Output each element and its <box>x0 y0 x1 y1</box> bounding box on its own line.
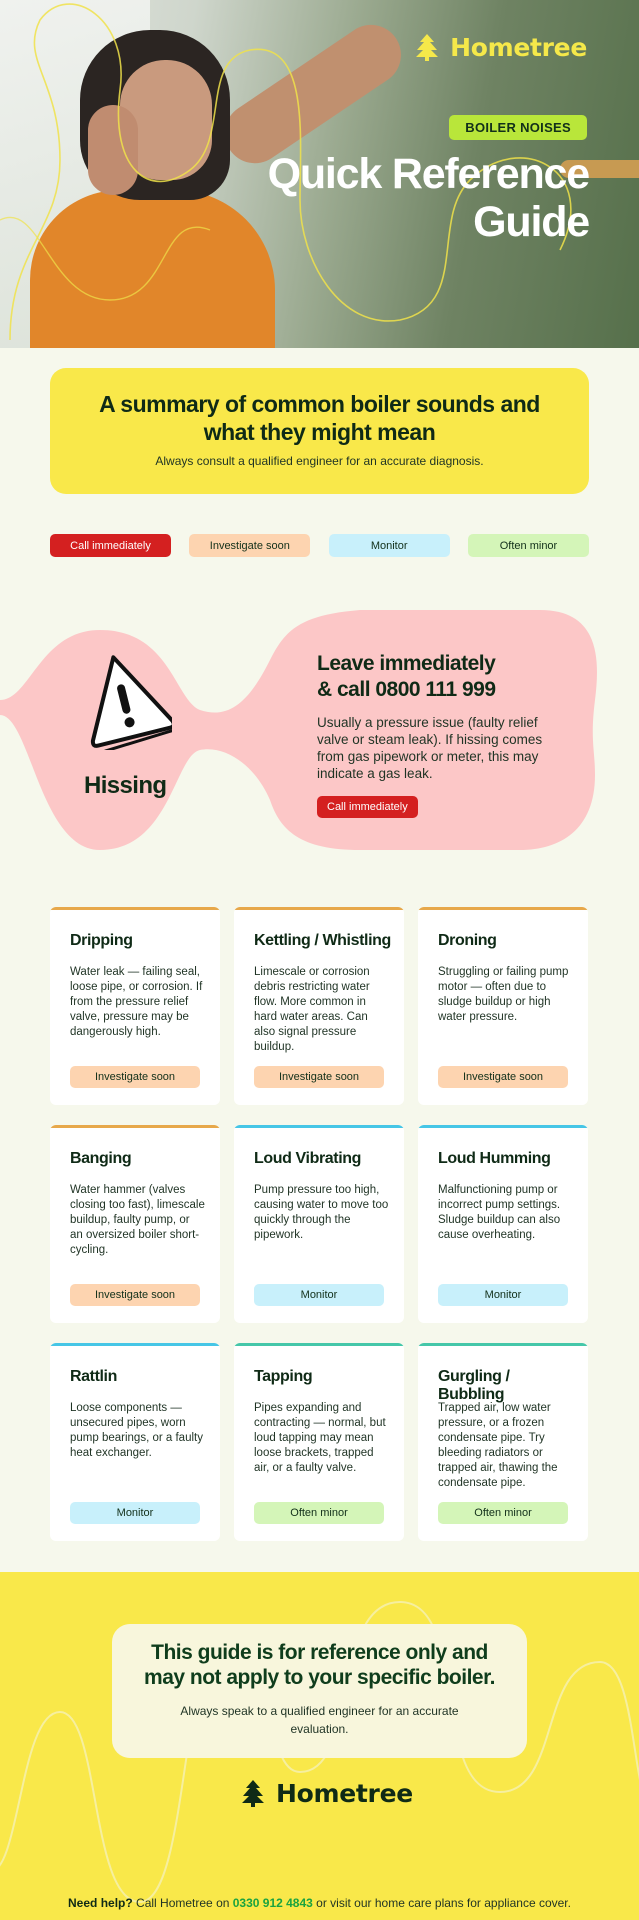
disclaimer-box <box>112 1624 527 1758</box>
brand-name: Hometree <box>450 32 587 62</box>
feature-heading <box>317 651 517 703</box>
card-title: Tapping <box>254 1368 313 1385</box>
sound-card-kettling <box>234 907 404 1105</box>
page-title-line-2: Guide <box>473 198 589 246</box>
sound-card-banging <box>50 1125 220 1323</box>
card-description: Struggling or failing pump motor — often due to sludge buildup or high water pressure. <box>438 966 569 1023</box>
card-severity-badge: Investigate soon <box>70 1066 200 1088</box>
legend-often-minor: Often minor <box>468 534 589 557</box>
card-severity-badge: Investigate soon <box>254 1066 384 1088</box>
card-description: Water hammer (valves closing too fast), limescale buildup, faulty pump, or an oversized boiler short-cycling. <box>70 1184 205 1256</box>
card-title: Kettling / Whistling <box>254 932 391 949</box>
category-badge: BOILER NOISES <box>449 115 587 140</box>
brand-logo-bottom[interactable] <box>238 1777 413 1809</box>
brand-logo-top[interactable] <box>412 32 587 62</box>
helpline-lead: Need help? <box>68 1896 133 1910</box>
card-accent-line <box>50 1125 220 1128</box>
card-accent-line <box>50 907 220 910</box>
card-description: Pump pressure too high, causing water to move too quickly through the pipework. <box>254 1184 389 1241</box>
card-severity-badge: Often minor <box>254 1502 384 1524</box>
disclaimer-heading: This guide is for reference only and may not apply to your specific boiler. <box>144 1641 495 1689</box>
feature-sound-label: Hissing <box>84 772 167 799</box>
card-accent-line <box>418 1343 588 1346</box>
card-severity-badge: Often minor <box>438 1502 568 1524</box>
card-description: Loose components — unsecured pipes, worn pump bearings, or a faulty heat exchanger. <box>70 1402 203 1459</box>
summary-box <box>50 368 589 494</box>
card-description: Trapped air, low water pressure, or a frozen condensate pipe. Try bleeding radiators or trapped air, thawing the condensate pipe. <box>438 1402 558 1489</box>
card-severity-badge: Monitor <box>438 1284 568 1306</box>
legend-investigate-soon: Investigate soon <box>189 534 310 557</box>
card-title: Loud Humming <box>438 1150 551 1167</box>
card-description: Limescale or corrosion debris restricting water flow. More common in hard water areas. Can also signal pressure buildup. <box>254 966 370 1053</box>
legend-call-immediately: Call immediately <box>50 534 171 557</box>
sound-card-loud-vibrating <box>234 1125 404 1323</box>
tree-logo-icon <box>412 32 442 62</box>
sound-card-dripping <box>50 907 220 1105</box>
severity-legend <box>50 534 589 557</box>
card-title: Droning <box>438 932 497 949</box>
card-description: Pipes expanding and contracting — normal, but loud tapping may mean loose brackets, trapped air, or a faulty valve. <box>254 1402 386 1474</box>
card-accent-line <box>234 1125 404 1128</box>
card-severity-badge: Monitor <box>254 1284 384 1306</box>
card-severity-badge: Investigate soon <box>438 1066 568 1088</box>
helpline-text <box>0 1896 639 1910</box>
feature-heading-line-2: & call 0800 111 999 <box>317 678 496 701</box>
brand-name: Hometree <box>276 1778 413 1808</box>
feature-severity-badge: Call immediately <box>317 796 418 818</box>
warning-triangle-icon <box>76 650 172 750</box>
summary-heading: A summary of common boiler sounds and what they might mean <box>99 391 540 445</box>
hero-banner <box>0 0 639 348</box>
sound-card-gurgling <box>418 1343 588 1541</box>
disclaimer-subtext: Always speak to a qualified engineer for an accurate evaluation. <box>180 1704 459 1736</box>
card-accent-line <box>234 907 404 910</box>
feature-description: Usually a pressure issue (faulty relief valve or steam leak). If hissing comes from gas pipework or meter, this may indicate a gas leak. <box>317 715 543 781</box>
sound-card-loud-humming <box>418 1125 588 1323</box>
sound-card-rattling <box>50 1343 220 1541</box>
card-severity-badge: Monitor <box>70 1502 200 1524</box>
card-title: Dripping <box>70 932 133 949</box>
card-severity-badge: Investigate soon <box>70 1284 200 1306</box>
page-title <box>268 150 589 246</box>
card-accent-line <box>234 1343 404 1346</box>
tree-logo-icon <box>238 1777 268 1809</box>
card-description: Malfunctioning pump or incorrect pump settings. Sludge buildup can also cause overheating. <box>438 1184 561 1241</box>
card-title: Loud Vibrating <box>254 1150 361 1167</box>
sound-card-droning <box>418 907 588 1105</box>
card-accent-line <box>418 1125 588 1128</box>
card-title: Rattlin <box>70 1368 117 1385</box>
legend-monitor: Monitor <box>329 534 450 557</box>
sound-card-tapping <box>234 1343 404 1541</box>
helpline-phone-link[interactable]: 0330 912 4843 <box>232 1896 313 1910</box>
helpline-text-after: or visit our home care plans for appliance cover. <box>312 1896 571 1910</box>
page-title-line-1: Quick Reference <box>267 150 589 198</box>
card-accent-line <box>50 1343 220 1346</box>
card-description: Water leak — failing seal, loose pipe, or corrosion. If from the pressure relief valve, pressure may be dangerously high. <box>70 966 203 1038</box>
feature-heading-line-1: Leave immediately <box>317 652 496 675</box>
summary-subtext: Always consult a qualified engineer for an accurate diagnosis. <box>155 454 484 468</box>
card-title: Gurgling / Bubbling <box>438 1368 510 1403</box>
card-accent-line <box>418 907 588 910</box>
helpline-text-before: Call Hometree on <box>132 1896 233 1910</box>
card-title: Banging <box>70 1150 132 1167</box>
